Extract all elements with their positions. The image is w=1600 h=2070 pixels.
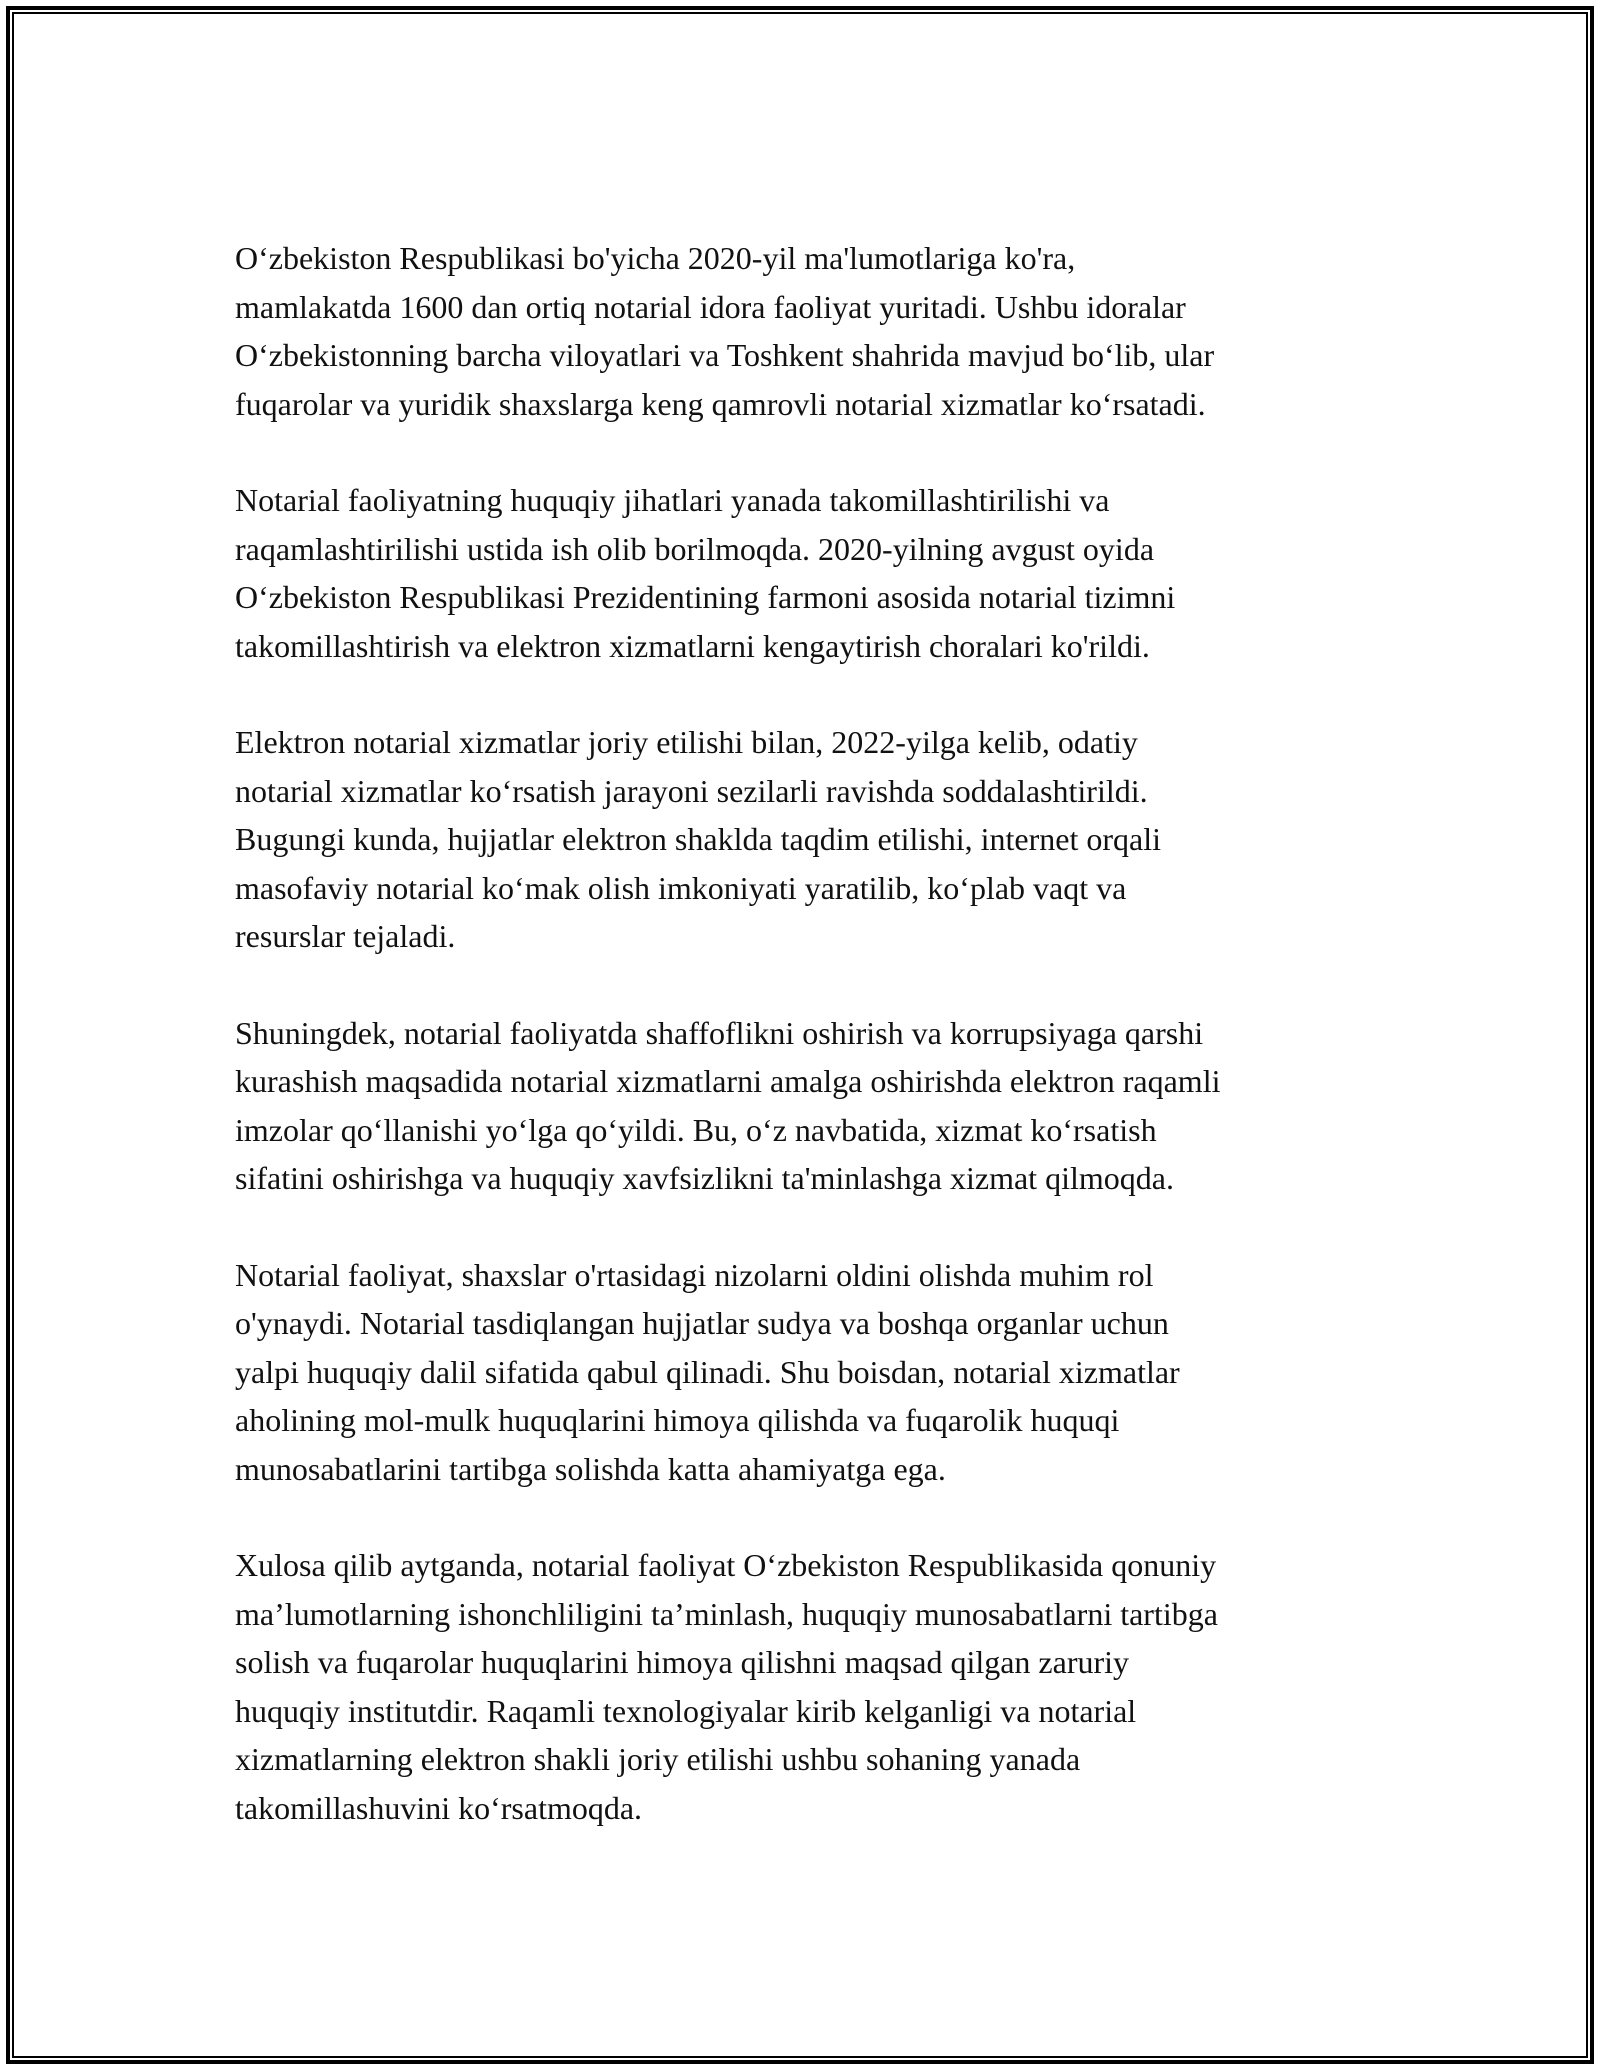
text-line: Xulosa qilib aytganda, notarial faoliyat O‘zbekiston Respublikasida qonuniy [235,1547,1217,1583]
text-line: fuqarolar va yuridik shaxslarga keng qamrovli notarial xizmatlar ko‘rsatadi. [235,385,1206,422]
text-line: resurslar tejaladi. [235,918,456,954]
text-line: aholining mol-mulk huquqlarini himoya qilishda va fuqarolik huquqi [235,1402,1120,1438]
text-line: O‘zbekistonning barcha viloyatlari va Toshkent shahrida mavjud bo‘lib, ular [235,337,1215,373]
text-line: munosabatlarini tartibga solishda katta ahamiyatga ega. [235,1450,946,1487]
paragraph [235,1009,1385,1203]
text-line: solish va fuqarolar huquqlarini himoya qilishni maqsad qilgan zaruriy [235,1644,1130,1680]
text-line: O‘zbekiston Respublikasi bo'yicha 2020-yil ma'lumotlariga ko'ra, [235,240,1076,276]
text-line: notarial xizmatlar ko‘rsatish jarayoni sezilarli ravishda soddalashtirildi. [235,772,1148,809]
text-line: raqamlashtirilishi ustida ish olib borilmoqda. 2020-yilning avgust oyida [235,530,1155,567]
paragraph [235,1541,1385,1832]
text-line: O‘zbekiston Respublikasi Prezidentining farmoni asosida notarial tizimni [235,579,1176,615]
text-line: kurashish maqsadida notarial xizmatlarni amalga oshirishda elektron raqamli [235,1063,1221,1099]
document-body [235,234,1385,1832]
paragraph [235,234,1385,428]
paragraph [235,718,1385,961]
text-line: sifatini oshirishga va huquqiy xavfsizlikni ta'minlashga xizmat qilmoqda. [235,1160,1174,1196]
text-line: xizmatlarning elektron shakli joriy etilishi ushbu sohaning yanada [235,1741,1081,1777]
text-line: Notarial faoliyatning huquqiy jihatlari yanada takomillashtirilishi va [235,482,1110,518]
text-line: yalpi huquqiy dalil sifatida qabul qilinadi. Shu boisdan, notarial xizmatlar [235,1353,1180,1390]
text-line: o'ynaydi. Notarial tasdiqlangan hujjatlar sudya va boshqa organlar uchun [235,1305,1169,1341]
text-line: masofaviy notarial ko‘mak olish imkoniyati yaratilib, ko‘plab vaqt va [235,869,1127,906]
text-line: Bugungi kunda, hujjatlar elektron shaklda taqdim etilishi, internet orqali [235,821,1162,857]
text-line: Shuningdek, notarial faoliyatda shaffoflikni oshirish va korrupsiyaga qarshi [235,1014,1204,1051]
paragraph [235,476,1385,670]
text-line: imzolar qo‘llanishi yo‘lga qo‘yildi. Bu, o‘z navbatida, xizmat ko‘rsatish [235,1111,1157,1148]
text-line: ma’lumotlarning ishonchliligini ta’minlash, huquqiy munosabatlarni tartibga [235,1595,1218,1632]
text-line: mamlakatda 1600 dan ortiq notarial idora faoliyat yuritadi. Ushbu idoralar [235,288,1186,325]
text-line: takomillashtirish va elektron xizmatlarni kengaytirish choralari ko'rildi. [235,627,1150,664]
text-line: Elektron notarial xizmatlar joriy etilishi bilan, 2022-yilga kelib, odatiy [235,724,1138,760]
paragraph [235,1251,1385,1494]
text-line: takomillashuvini ko‘rsatmoqda. [235,1789,643,1826]
text-line: huquqiy institutdir. Raqamli texnologiyalar kirib kelganligi va notarial [235,1692,1137,1729]
text-line: Notarial faoliyat, shaxslar o'rtasidagi nizolarni oldini olishda muhim rol [235,1256,1154,1293]
